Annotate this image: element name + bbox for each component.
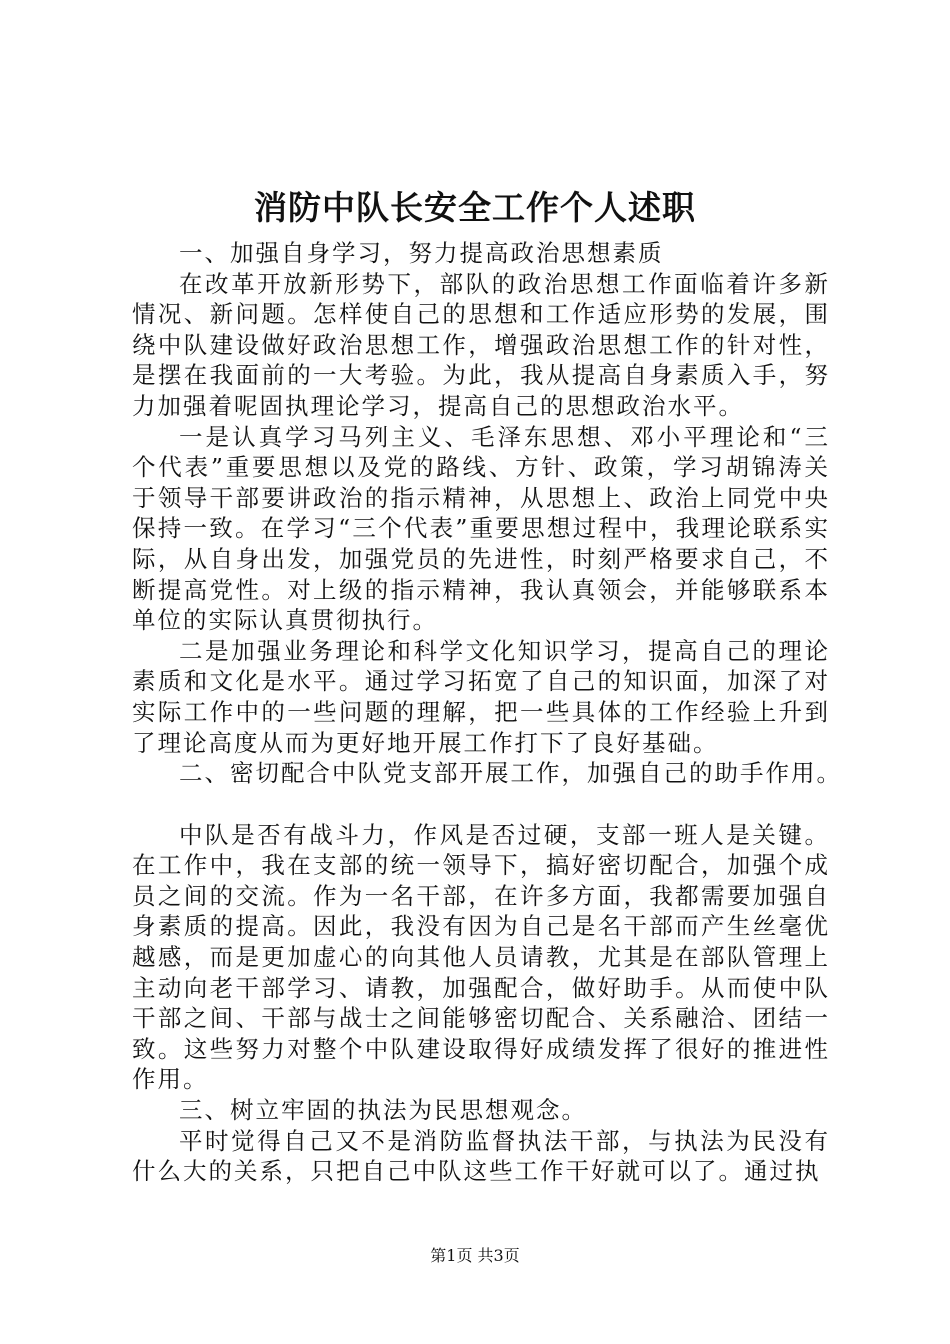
body-paragraph: 在改革开放新形势下，部队的政治思想工作面临着许多新情况、新问题。怎样使自己的思想和工作适应形势的发展，围绕中队建设做好政治思想工作，增强政治思想工作的针对性，是摆在我面前的一大考验。为此，我从提高自身素质入手，努力加强着呢固执理论学习，提高自己的思想政治水平。: [132, 269, 830, 420]
section-heading-3: 三、树立牢固的执法为民思想观念。: [179, 1096, 587, 1125]
page-number-footer: 第1页 共3页: [430, 1246, 520, 1265]
section-heading-1: 一、加强自身学习，努力提高政治思想素质: [179, 239, 664, 267]
body-paragraph: 平时觉得自己又不是消防监督执法干部，与执法为民没有什么大的关系，只把自己中队这些工作干好就可以了。通过执: [132, 1126, 830, 1186]
section-heading-2: 二、密切配合中队党支部开展工作，加强自己的助手作用。: [179, 759, 842, 788]
body-paragraph: 一是认真学习马列主义、毛泽东思想、邓小平理论和“三个代表”重要思想以及党的路线、方针、政策，学习胡锦涛关于领导干部要讲政治的指示精神，从思想上、政治上同党中央保持一致。在学习“三个代表”重要思想过程中，我理论联系实际，从自身出发，加强党员的先进性，时刻严格要求自己，不断提高党性。对上级的指示精神，我认真领会，并能够联系本单位的实际认真贯彻执行。: [132, 422, 830, 635]
body-paragraph: 二是加强业务理论和科学文化知识学习，提高自己的理论素质和文化是水平。通过学习拓宽了自己的知识面，加深了对实际工作中的一些问题的理解，把一些具体的工作经验上升到了理论高度从而为更好地开展工作打下了良好基础。: [132, 636, 830, 757]
document-body: [132, 238, 842, 1187]
document-title: 消防中队长安全工作个人述职: [254, 188, 696, 227]
body-paragraph: 中队是否有战斗力，作风是否过硬，支部一班人是关键。在工作中，我在支部的统一领导下，搞好密切配合，加强个成员之间的交流。作为一名干部，在许多方面，我都需要加强自身素质的提高。因此，我没有因为自己是名干部而产生丝毫优越感，而是更加虚心的向其他人员请教，尤其是在部队管理上主动向老干部学习、请教，加强配合，做好助手。从而使中队干部之间、干部与战士之间能够密切配合、关系融洽、团结一致。这些努力对整个中队建设取得好成绩发挥了很好的推进性作用。: [132, 820, 830, 1094]
